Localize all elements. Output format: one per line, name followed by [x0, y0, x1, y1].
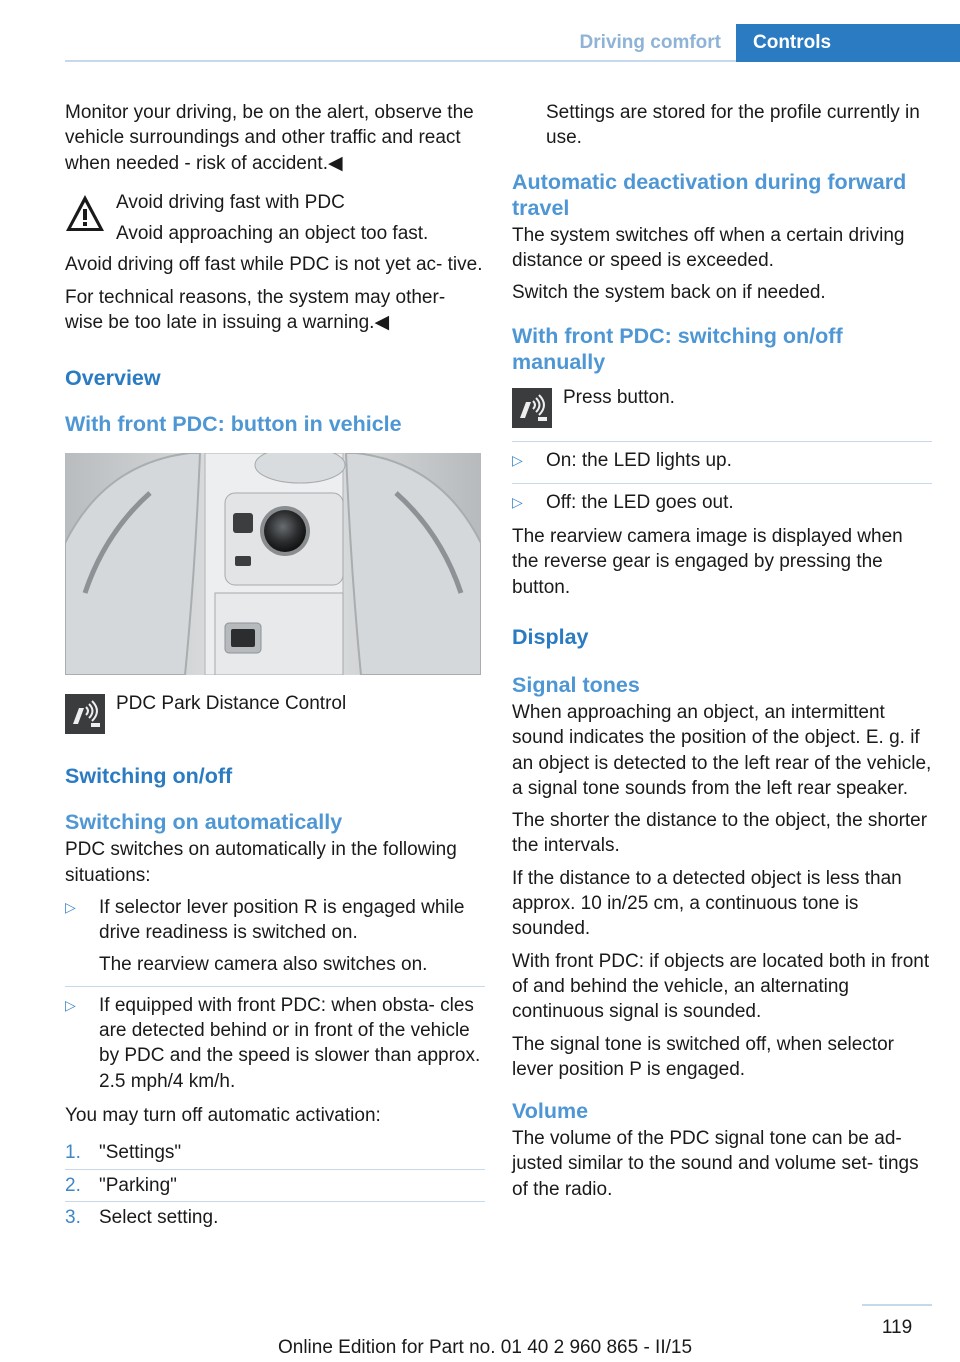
- heading-volume: Volume: [512, 1099, 589, 1124]
- step-item: [65, 1173, 485, 1198]
- press-button-block: [512, 385, 932, 427]
- list-item: [512, 448, 932, 473]
- switch-back-text: Switch the system back on if needed.: [512, 282, 826, 304]
- deactivation-text: The system switches off when a certain driving distance or speed is exceeded.: [512, 224, 905, 271]
- list-divider: [512, 483, 932, 484]
- right-column: [512, 100, 932, 1209]
- step-text: "Settings": [99, 1142, 182, 1164]
- volume-text: The volume of the PDC signal tone can be ad‐ justed similar to the sound and volume set‐ tings of the radio.: [512, 1128, 919, 1200]
- heading-display: Display: [512, 624, 589, 649]
- list-item-text: If equipped with front PDC: when obsta‐ cles are detected behind or in front of the vehicle by PDC and the speed is slower than approx. 2.5 mph/4 km/h.: [99, 994, 481, 1092]
- signal-tones-text-3: If the distance to a detected object is less than approx. 10 in/25 cm, a continuous tone is sounded.: [512, 867, 902, 940]
- signal-tones-text-1: When approaching an object, an intermittent sound indicates the position of the object. E. g. if an object is detected to the left rear of the vehicle, a signal tone sounds from the left rear speaker.: [512, 701, 932, 799]
- triangle-bullet-icon: ▷: [65, 898, 76, 915]
- pdc-legend: [65, 691, 485, 733]
- warning-title: Avoid driving fast with PDC: [116, 191, 345, 213]
- pdc-button-icon: [65, 694, 105, 739]
- signal-tones-text-5: The signal tone is switched off, when selector lever position P is engaged.: [512, 1033, 894, 1080]
- list-divider: [65, 986, 485, 987]
- triangle-bullet-icon: ▷: [65, 996, 76, 1013]
- heading-automatic-deactivation: Automatic deactivation during forward travel: [512, 169, 907, 220]
- heading-signal-tones: Signal tones: [512, 672, 640, 697]
- warning-triangle-icon: [65, 193, 105, 238]
- heading-switching-automatically: Switching on automatically: [65, 810, 343, 835]
- signal-tones-text-4: With front PDC: if objects are located both in front of and behind the vehicle, an alternating continuous signal is sounded.: [512, 950, 930, 1023]
- auto-text: PDC switches on automatically in the following situations:: [65, 839, 457, 886]
- list-divider: [65, 1201, 485, 1202]
- camera-text: The rearview camera image is displayed when the reverse gear is engaged by pressing the button.: [512, 526, 903, 598]
- step-text: Select setting.: [99, 1206, 219, 1228]
- list-item: [65, 895, 485, 977]
- heading-overview: Overview: [65, 366, 161, 391]
- list-item: [512, 490, 932, 515]
- list-item-text: On: the LED lights up.: [546, 450, 732, 472]
- settings-stored-text: Settings are stored for the profile currently in use.: [546, 102, 920, 149]
- auto-conditions-list: [65, 895, 485, 1094]
- footer-line: [862, 1304, 932, 1306]
- center-console-photo: [65, 453, 481, 675]
- steps-list: [65, 1140, 485, 1230]
- list-item-text: Off: the LED goes out.: [546, 491, 734, 513]
- warning-text: Avoid approaching an object too fast.: [116, 223, 429, 245]
- drive-off-text: Avoid driving off fast while PDC is not yet ac‐ tive.: [65, 254, 483, 276]
- turn-off-text: You may turn off automatic activation:: [65, 1105, 381, 1127]
- list-item-subtext: The rearview camera also switches on.: [99, 953, 428, 975]
- triangle-bullet-icon: ▷: [512, 452, 523, 469]
- header-section-label: Driving comfort: [579, 32, 721, 53]
- led-states-list: [512, 441, 932, 515]
- header-tab-controls: Controls: [736, 24, 960, 62]
- pdc-button-icon: [512, 388, 552, 433]
- left-column: [65, 100, 485, 1230]
- step-text: "Parking": [99, 1174, 177, 1196]
- step-number: 1.: [65, 1142, 81, 1164]
- heading-switching-on-off: Switching on/off: [65, 764, 233, 789]
- heading-button-in-vehicle: With front PDC: button in vehicle: [65, 412, 402, 437]
- list-item: [65, 993, 485, 1094]
- warning-block: [65, 190, 485, 247]
- list-divider: [65, 1169, 485, 1170]
- list-divider: [512, 441, 932, 442]
- page-number: 119: [881, 1317, 913, 1338]
- intro-text: Monitor your driving, be on the alert, observe the vehicle surroundings and other traffic and react when needed - risk of accident.◀: [65, 102, 474, 174]
- step-number: 2.: [65, 1174, 81, 1196]
- step-number: 3.: [65, 1206, 81, 1228]
- signal-tones-text-2: The shorter the distance to the object, the shorter the intervals.: [512, 810, 928, 857]
- list-item-text: If selector lever position R is engaged while drive readiness is switched on.: [99, 896, 465, 944]
- edition-footer: Online Edition for Part no. 01 40 2 960 865 - II/15: [277, 1337, 693, 1358]
- pdc-legend-label: PDC Park Distance Control: [116, 693, 347, 715]
- technical-text: For technical reasons, the system may other‐ wise be too late in issuing a warning.◀: [65, 286, 446, 334]
- heading-manual-switching: With front PDC: switching on/off manually: [512, 324, 843, 375]
- step-item: [65, 1205, 485, 1230]
- step-item: [65, 1140, 485, 1165]
- triangle-bullet-icon: ▷: [512, 493, 523, 510]
- press-button-text: Press button.: [563, 387, 675, 409]
